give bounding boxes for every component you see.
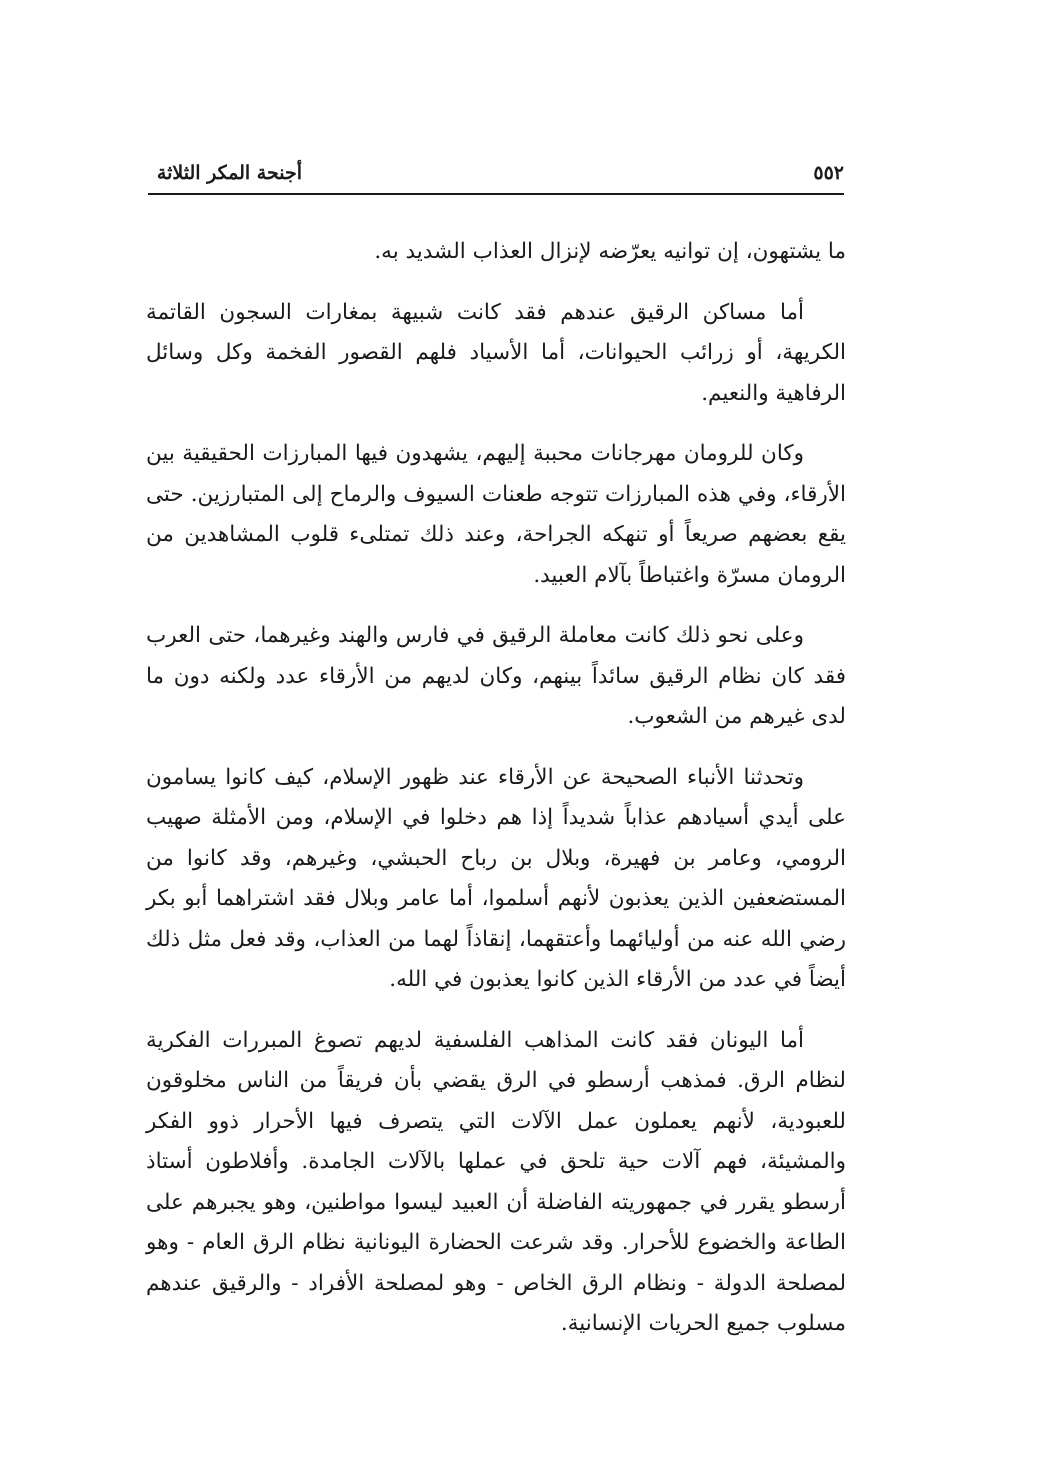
paragraph-slave-dwellings: أما مساكن الرقيق عندهم فقد كانت شبيهة بمغارات السجون القاتمة الكريهة، أو زرائب الحيوانات، أما الأسياد فلهم القصور الفخمة وكل وسائل الرفاهية والنعيم. — [146, 299, 846, 406]
paragraph-greek-philosophy: أما اليونان فقد كانت المذاهب الفلسفية لديهم تصوغ المبررات الفكرية لنظام الرق. فمذهب أرسطو في الرق يقضي بأن فريقاً من الناس مخلوقون للعبودية، لأنهم يعملون عمل الآلات التي يتصرف فيها الأحرار ذوو الفكر والمشيئة، فهم آلات حية تلحق في عملها بالآلات الجامدة. وأفلاطون أستاذ أرسطو يقرر في جمهوريته الفاضلة أن العبيد ليسوا مواطنين، وهو يجبرهم على الطاعة والخضوع للأحرار. وقد شرعت الحضارة اليونانية نظام الرق العام - وهو لمصلحة الدولة - ونظام الرق الخاص - وهو لمصلحة الأفراد - والرقيق عندهم مسلوب جميع الحريات الإنسانية. — [146, 1027, 846, 1336]
paragraph-continuation: ما يشتهون، إن توانيه يعرّضه لإنزال العذاب الشديد به. — [374, 239, 846, 264]
paragraph-persia-india-arabs: وعلى نحو ذلك كانت معاملة الرقيق في فارس والهند وغيرهما، حتى العرب فقد كان نظام الرقيق سائداً بينهم، وكان لديهم من الأرقاء عدد ولكنه دون ما لدى غيرهم من الشعوب. — [146, 623, 846, 729]
running-header — [148, 152, 844, 192]
page-number: ٥٥٢ — [813, 162, 844, 184]
running-title: أجنحة المكر الثلاثة — [156, 162, 302, 184]
header-rule — [148, 193, 844, 195]
body-text — [146, 232, 846, 1365]
paragraph-roman-festivals: وكان للرومان مهرجانات محببة إليهم، يشهدون فيها المبارزات الحقيقية بين الأرقاء، وفي هذه المبارزات تتوجه طعنات السيوف والرماح إلى المتبارزين. حتى يقع بعضهم صريعاً أو تنهكه الجراحة، وعند ذلك تمتلىء قلوب المشاهدين من الرومان مسرّة واغتباطاً بآلام العبيد. — [146, 441, 846, 588]
paragraph-early-islam: وتحدثنا الأنباء الصحيحة عن الأرقاء عند ظهور الإسلام، كيف كانوا يسامون على أيدي أسيادهم عذاباً شديداً إذا هم دخلوا في الإسلام، ومن الأمثلة صهيب الرومي، وعامر بن فهيرة، وبلال بن رباح الحبشي، وغيرهم، وقد كانوا من المستضعفين الذين يعذبون لأنهم أسلموا، أما عامر وبلال فقد اشتراهما أبو بكر رضي الله عنه من أوليائهما وأعتقهما، إنقاذاً لهما من العذاب، وقد فعل مثل ذلك أيضاً في عدد من الأرقاء الذين كانوا يعذبون في الله. — [146, 764, 846, 992]
